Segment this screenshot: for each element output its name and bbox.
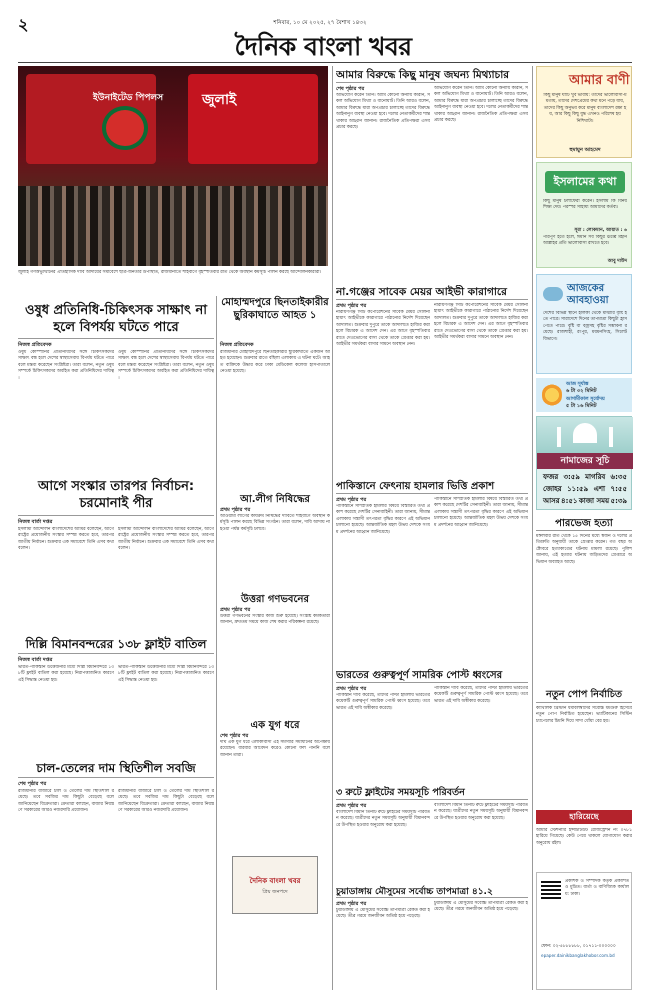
story-2-headline: না.গঞ্জের সাবেক মেয়র আইভী কারাগারে [336, 286, 507, 298]
prayer-time: ৩:৫৯ [563, 473, 580, 481]
story-8-ref: প্রথম পৃষ্ঠার পর [220, 607, 251, 613]
story-5-rule [336, 493, 528, 494]
story-1-ref: শেষ পৃষ্ঠার পর [336, 86, 365, 92]
photo-caption: জুলাই গণঅভ্যুত্থানের ঐতিহাসিক দাবি আদায়ের সমাবেশে ছাত্র-জনতার উপস্থিতি, রাজধানীতে শাহবাগে বৃহস্পতিবার রাত থেকে অবস্থান কর্মসূচি পালন করছে আন্দোলনকারীরা। [18, 270, 322, 275]
story-5-body-b: পাকিস্তানে সাম্প্রতিক হামলার বিষয়ে বিস্তারিত তথ্য প্রকাশ করেছে দেশটির সেনাবাহিনী। তারা জানায়, সীমান্ত এলাকায় সন্ত্রাসী তৎপরতা বৃদ্ধির কারণে এই অভিযান চালানো হয়েছে। আন্তর্জাতিক মহল উভয় দেশকে সংযম প্রদর্শনের আহ্বান জানিয়েছে। [434, 497, 528, 528]
amar-bani-quote: কিছু মানুষ ঘাটি খুব ভাবায়: তাদের ভালোবাসা-মমতায়, তাদের দেশপ্রেমের কথা মনে পড়ে যায়, তাদের কিছু অনুভব করে মানুষ বাংলাদেশ রক্ষা হয়, আর কিছু কিছু যুদ্ধ এখনও পরিশেষ হয় নিশিঘাটা। [543, 93, 627, 124]
prayer-row [537, 495, 633, 507]
ad-box [232, 856, 318, 914]
footer-imprint: প্রকাশক ও সম্পাদক কর্তৃক প্রকাশিত ও মুদ্রিত। বার্তা ও বাণিজ্যিক কার্যালয়: ঢাকা। [565, 879, 629, 897]
footer-imprint-box [536, 872, 632, 990]
prayer-name: আসর [543, 497, 560, 505]
story-1-body-a: অভিযোগ করেন তিনি। আমি কোনো অন্যায় করিনি, সকল অভিযোগ মিথ্যা ও বানোয়াট। তিনি আরও বলেন, আমার বিরুদ্ধে যারা অপপ্রচার চালাচ্ছে তাদের বিরুদ্ধে আইনানুগ ব্যবস্থা নেওয়া হবে। দলের নেতাকর্মীদের শান্ত থাকার আহ্বান জানান। রাজনৈতিক প্রতিপক্ষরা এসব প্রচার করছে। [336, 93, 430, 131]
story-8-headline: উত্তরা গণভবনের [241, 594, 309, 605]
story-3-body-b: ওষুধ কোম্পানির প্রতিনিধিদের সঙ্গে চিকিৎসকদের সাক্ষাৎ বন্ধ হলে দেশের স্বাস্থ্যসেবায় বিপর্যয় ঘটতে পারে বলে মন্তব্য করেছেন সংশ্লিষ্টরা। তারা বলেন, নতুন ওষুধ সম্পর্কে চিকিৎসকদের অবহিত করা প্রতিনিধিদের দায়িত্ব। [118, 350, 214, 381]
story-14-headline: চাল-তেলের দাম স্থিতিশীল সবজি [36, 761, 196, 775]
qr-code-icon [541, 879, 561, 899]
weather-text: দেশের বিভিন্ন স্থানে হালকা থেকে মাঝারি বৃষ্টি হতে পারে। সারাদেশে দিনের তাপমাত্রা কিছুটা হ্রাস পেতে পারে। বৃষ্টি বা বজ্রসহ বৃষ্টির সম্ভাবনা রয়েছে। রাজশাহী, রংপুর, ময়মনসিংহ, সিলেট বিভাগে। [543, 311, 627, 342]
story-3-rule [18, 338, 214, 339]
prayer-time: ৭:৫৫ [610, 485, 627, 493]
islamer-kotha-src-2: আবু দাউদ [607, 259, 627, 264]
story-5-ref: প্রথম পৃষ্ঠার পর [336, 497, 367, 503]
header-divider [18, 62, 632, 63]
story-10-byline: নিজস্ব বার্তা দপ্তর [18, 657, 53, 663]
sunrise-time: ৫ টা ১৬ মিনিট [566, 403, 597, 409]
sunset-label: আজ সূর্যাস্ত [566, 382, 589, 387]
story-9-body-a: পাকিস্তান দাবি করেছে, তাদের পাল্টা হামলায় ভারতের কয়েকটি গুরুত্বপূর্ণ সামরিক পোস্ট ধ্বংস হয়েছে। তবে ভারত এই দাবি অস্বীকার করেছে। [336, 693, 430, 711]
ad-subtitle: প্রিয় জনপদে [262, 889, 288, 895]
masthead: দৈনিক বাংলা খবর [234, 32, 412, 61]
story-1-body-b: অভিযোগ করেন তিনি। আমি কোনো অন্যায় করিনি, সকল অভিযোগ মিথ্যা ও বানোয়াট। তিনি আরও বলেন, আমার বিরুদ্ধে যারা অপপ্রচার চালাচ্ছে তাদের বিরুদ্ধে আইনানুগ ব্যবস্থা নেওয়া হবে। দলের নেতাকর্মীদের শান্ত থাকার আহ্বান জানান। রাজনৈতিক প্রতিপক্ষরা এসব প্রচার করছে। [434, 86, 528, 124]
column-rule [532, 66, 533, 990]
story-13-ref: প্রথম পৃষ্ঠার পর [336, 901, 367, 907]
weather-box [536, 274, 632, 374]
story-13-headline: চুয়াডাঙ্গায় মৌসুমের সর্বোচ্চ তাপমাত্রা ৪১.২ [336, 887, 493, 897]
story-11-headline: এক যুগ ধরে [250, 720, 300, 731]
story-14-ref: শেষ পৃষ্ঠার পর [18, 781, 47, 787]
amar-bani-author: হুমায়ুন আহমেদ [569, 147, 601, 153]
story-11-ref: শেষ পৃষ্ঠার পর [220, 733, 249, 739]
story-2-rule [336, 299, 528, 300]
column-rule [332, 66, 333, 990]
harieche-body: আমার স্টেশনারি ইন্সটিটিউট রেজিস্ট্রেশন নং ০৭৮১ হারিয়ে গিয়েছে। কেউ পেয়ে থাকলে যোগাযোগ করার অনুরোধ রইল। [536, 828, 632, 846]
story-9-body-b: পাকিস্তান দাবি করেছে, তাদের পাল্টা হামলায় ভারতের কয়েকটি গুরুত্বপূর্ণ সামরিক পোস্ট ধ্বংস হয়েছে। তবে ভারত এই দাবি অস্বীকার করেছে। [434, 686, 528, 704]
sun-icon [542, 381, 562, 409]
notun-pope-headline: নতুন পোপ নির্বাচিত [546, 689, 622, 700]
story-7-headline: আ.লীগ নিষিদ্ধের [240, 494, 310, 505]
story-4-byline: নিজস্ব প্রতিবেদক [220, 342, 254, 348]
column-rule [216, 296, 217, 990]
story-14-rule [18, 777, 214, 778]
story-7-body: আওয়ামী লীগের কার্যক্রম নিষিদ্ধের দাবিতে শাহবাগে অবস্থান কর্মসূচি পালন করছে বিভিন্ন সংগঠন। তারা বলেন, দাবি আদায় না হওয়া পর্যন্ত কর্মসূচি চলবে। [220, 514, 330, 532]
story-12-body-b: বাংলাদেশ বিমান তিনটি রুটে ফ্লাইটের সময়সূচি পরিবর্তন করেছে। যাত্রীদের নতুন সময়সূচি অনুযায়ী বিমানবন্দরে উপস্থিত হওয়ার অনুরোধ করা হয়েছে। [434, 803, 528, 821]
story-12-rule [336, 799, 528, 800]
prayer-name: এশা [593, 485, 606, 493]
parabhej-rule [536, 530, 632, 531]
story-4-headline: মোহাম্মদপুরে ছিনতাইকারীর ছুরিকাঘাতে আহত ১ [221, 297, 329, 321]
story-12-ref: প্রথম পৃষ্ঠার পর [336, 803, 367, 809]
mosque-illustration [537, 417, 633, 453]
story-10-rule [18, 653, 214, 654]
story-4-body: রাজধানীর মোহাম্মদপুরে ছিনতাইকারীর ছুরিকাঘাতে একজন আহত হয়েছেন। শুক্রবার রাতে বছিলা এলাকায় এ ঘটনা ঘটে। আহত ব্যক্তিকে উদ্ধার করে ঢাকা মেডিকেল কলেজ হাসপাতালে নেওয়া হয়েছে। [220, 350, 330, 375]
islamer-kotha-text-1: কিছু মানুষ চলাফেরা করেন। ইসলাম কি বিনয় শিক্ষা দেয়। পরস্পর সাহায্য আমাদের কর্তব্য। [543, 199, 627, 211]
story-10-body-a: ভারত-পাকিস্তান উত্তেজনার মধ্যে দিল্লি বিমানবন্দরে ১৩৮টি ফ্লাইট বাতিল করা হয়েছে। নিরাপত্তাজনিত কারণে এই সিদ্ধান্ত নেওয়া হয়। [18, 665, 114, 683]
sunrise-label: আগামীকাল সূর্যোদয় [566, 397, 605, 402]
protest-photo: জুলাই ইউনাইটেড পিপলস [18, 66, 328, 266]
story-7-ref: প্রথম পৃষ্ঠার পর [220, 507, 251, 513]
story-6-headline: আগে সংস্কার তারপর নির্বাচন: চরমোনাই পীর [37, 479, 195, 511]
prayer-time: ৫:৩৯ [610, 497, 627, 505]
prayer-time: ৪:৫১ [561, 497, 578, 505]
story-10-body-b: ভারত-পাকিস্তান উত্তেজনার মধ্যে দিল্লি বিমানবন্দরে ১৩৮টি ফ্লাইট বাতিল করা হয়েছে। নিরাপত্তাজনিত কারণে এই সিদ্ধান্ত নেওয়া হয়। [118, 665, 214, 683]
weather-title: আজকের আবহাওয়া [567, 283, 609, 306]
islamer-kotha-box [536, 162, 632, 268]
story-2-ref: প্রথম পৃষ্ঠার পর [336, 303, 367, 309]
story-1-rule [336, 82, 528, 83]
cloud-icon [543, 287, 563, 301]
story-6-body-b: ইসলামী আন্দোলন বাংলাদেশের আমির বলেছেন, আগে রাষ্ট্রের প্রয়োজনীয় সংস্কার সম্পন্ন করতে হবে, তারপর জাতীয় নির্বাচন। শুক্রবার এক সমাবেশে তিনি এসব কথা বলেন। [118, 527, 214, 552]
story-1-headline: আমার বিরুদ্ধে কিছু মানুষ জঘন্য মিথ্যাচার [336, 69, 510, 81]
story-14-body-b: রাজধানীর বাজারে চাল ও তেলের দাম স্থিতিশীল রয়েছে। তবে সবজির দাম কিছুটা বেড়েছে বলে জানিয়েছেন বিক্রেতারা। ক্রেতারা বলছেন, বাজার নিয়ন্ত্রণে সরকারের আরও নজরদারি প্রয়োজন। [118, 789, 214, 814]
story-10-headline: দিল্লি বিমানবন্দরের ১৩৮ ফ্লাইট বাতিল [25, 637, 207, 651]
page-number: ২ [18, 15, 29, 34]
parabhej-headline: পারভেজ হত্যা [555, 518, 613, 529]
story-13-body-a: চুয়াডাঙ্গায় এ মৌসুমের সর্বোচ্চ তাপমাত্রা রেকর্ড করা হয়েছে। তীব্র গরমে জনজীবন অতিষ্ঠ হয়ে পড়েছে। [336, 908, 430, 920]
amar-bani-box [536, 66, 632, 158]
story-9-ref: প্রথম পৃষ্ঠার পর [336, 686, 367, 692]
prayer-name: ফজর [543, 473, 559, 481]
prayer-name: কাজা সময় [578, 497, 610, 505]
prayer-rows [537, 471, 633, 507]
notun-pope-rule [536, 702, 632, 703]
prayer-title: নামাজের সূচি [537, 453, 633, 469]
story-13-rule [336, 897, 528, 898]
story-6-rule [18, 515, 214, 516]
story-3-byline: নিজস্ব প্রতিবেদক [18, 342, 52, 348]
story-6-byline: নিজস্ব বার্তা দপ্তর [18, 519, 53, 525]
islamer-kotha-src-1: সূরা : লোকমান, আয়াত : ৬ [574, 228, 627, 233]
prayer-time: ৬:৩৫ [610, 473, 627, 481]
story-6-body-a: ইসলামী আন্দোলন বাংলাদেশের আমির বলেছেন, আগে রাষ্ট্রের প্রয়োজনীয় সংস্কার সম্পন্ন করতে হবে, তারপর জাতীয় নির্বাচন। শুক্রবার এক সমাবেশে তিনি এসব কথা বলেন। [18, 527, 114, 552]
story-11-body: দীর্ঘ এক যুগ ধরে এলাকাবাসী এই সমস্যার সমাধানের অপেক্ষায় রয়েছেন। বারবার আবেদন করেও কোনো ফল পাননি বলে জানান তারা। [220, 740, 330, 758]
story-2-body-b: নারায়ণগঞ্জ সিটি কর্পোরেশনের সাবেক মেয়র সেলিনা হায়াৎ আইভীকে কারাগারে পাঠানোর নির্দেশ দিয়েছেন আদালত। শুক্রবার দুপুরে তাকে আদালতে হাজির করা হলে বিচারক এ আদেশ দেন। এর আগে বৃহস্পতিবার রাতে দেওভোগের বাসা থেকে তাকে গ্রেপ্তার করা হয়। আইভীর সমর্থকরা বাসার সামনে অবস্থান নেন। [434, 303, 528, 341]
harieche-title: হারিয়েছে [536, 810, 632, 824]
amar-bani-brand: আমার বাণী [569, 73, 630, 88]
islamer-kotha-title: ইসলামের কথা [553, 175, 617, 188]
sunset-time: ৬ টা ৩২ মিনিট [566, 388, 597, 394]
prayer-box [536, 416, 632, 510]
prayer-time: ১১:৫৯ [567, 485, 589, 493]
ad-title: দৈনিক বাংলা খবর [249, 877, 301, 885]
story-3-body-a: ওষুধ কোম্পানির প্রতিনিধিদের সঙ্গে চিকিৎসকদের সাক্ষাৎ বন্ধ হলে দেশের স্বাস্থ্যসেবায় বিপর্যয় ঘটতে পারে বলে মন্তব্য করেছেন সংশ্লিষ্টরা। তারা বলেন, নতুন ওষুধ সম্পর্কে চিকিৎসকদের অবহিত করা প্রতিনিধিদের দায়িত্ব। [18, 350, 114, 381]
story-8-body: উত্তরা গণভবনের সংস্কার কাজ শুরু হয়েছে। সংশ্লিষ্ট কর্মকর্তারা জানান, দ্রুততম সময়ে কাজ শেষ করার পরিকল্পনা রয়েছে। [220, 614, 330, 626]
footer-web[interactable]: epaper.dainikbanglakhobor.com.bd [541, 953, 615, 958]
islamer-kotha-text-2: পরিপূর্ণ হতে হলে, ঈমান সব কিছুর ঊর্ধ্বে মহান আল্লাহর প্রতি ভালোবাসা রাখতে হবে। [543, 235, 627, 247]
prayer-row [537, 483, 633, 495]
story-12-body-a: বাংলাদেশ বিমান তিনটি রুটে ফ্লাইটের সময়সূচি পরিবর্তন করেছে। যাত্রীদের নতুন সময়সূচি অনুযায়ী বিমানবন্দরে উপস্থিত হওয়ার অনুরোধ করা হয়েছে। [336, 810, 430, 828]
story-9-rule [336, 682, 528, 683]
parabhej-body: মঙ্গলবার রাত থেকে ১৫ দিনের মধ্যে স্বজন ও দলের প্রতিশ্রুতি অনুযায়ী তাকে গ্রেপ্তার করেন। গত বছর অক্টোবরে হত্যাকাণ্ডের ঘটনায় মামলা রয়েছে। পুলিশ জানায়, এই হত্যার ঘটনায় জড়িতদের গ্রেপ্তারে অভিযান অব্যাহত আছে। [536, 534, 632, 565]
prayer-name: জোহর [543, 485, 562, 493]
notun-pope-body: ক্যাথলিক খ্রিস্টান ধর্মাবলম্বীদের সর্বোচ্চ ধর্মগুরু হিসেবে নতুন পোপ নির্বাচিত হয়েছেন। ভ্যাটিকানের সিস্টিন চ্যাপেলের চিমনি দিয়ে সাদা ধোঁয়া বের হয়। [536, 706, 632, 724]
story-5-body-a: পাকিস্তানে সাম্প্রতিক হামলার বিষয়ে বিস্তারিত তথ্য প্রকাশ করেছে দেশটির সেনাবাহিনী। তারা জানায়, সীমান্ত এলাকায় সন্ত্রাসী তৎপরতা বৃদ্ধির কারণে এই অভিযান চালানো হয়েছে। আন্তর্জাতিক মহল উভয় দেশকে সংযম প্রদর্শনের আহ্বান জানিয়েছে। [336, 504, 430, 535]
date-line: শনিবার, ১০ মে ২০২৫, ২৭ বৈশাখ ১৪৩২ [273, 20, 367, 26]
story-2-body-a: নারায়ণগঞ্জ সিটি কর্পোরেশনের সাবেক মেয়র সেলিনা হায়াৎ আইভীকে কারাগারে পাঠানোর নির্দেশ দিয়েছেন আদালত। শুক্রবার দুপুরে তাকে আদালতে হাজির করা হলে বিচারক এ আদেশ দেন। এর আগে বৃহস্পতিবার রাতে দেওভোগের বাসা থেকে তাকে গ্রেপ্তার করা হয়। আইভীর সমর্থকরা বাসার সামনে অবস্থান নেন। [336, 310, 430, 348]
story-12-headline: ৩ রুটে ফ্লাইটের সময়সূচি পরিবর্তন [336, 787, 465, 798]
story-14-body-a: রাজধানীর বাজারে চাল ও তেলের দাম স্থিতিশীল রয়েছে। তবে সবজির দাম কিছুটা বেড়েছে বলে জানিয়েছেন বিক্রেতারা। ক্রেতারা বলছেন, বাজার নিয়ন্ত্রণে সরকারের আরও নজরদারি প্রয়োজন। [18, 789, 114, 814]
story-5-headline: পাকিস্তানে ফেৎনায় হামলার ভিত্তি প্রকাশ [336, 481, 495, 492]
story-9-headline: ভারতের গুরুত্বপূর্ণ সামরিক পোস্ট ধ্বংসের [336, 670, 503, 681]
prayer-row [537, 471, 633, 483]
story-3-headline: ওষুধ প্রতিনিধি-চিকিৎসক সাক্ষাৎ না হলে বিপর্যয় ঘটতে পারে [25, 303, 207, 335]
sun-times-box [536, 378, 632, 412]
footer-contact: ফোন: ০২-৫৮৮৮৮৮৮, ০১৭১১-০০০০০০ [541, 944, 616, 949]
story-13-body-b: চুয়াডাঙ্গায় এ মৌসুমের সর্বোচ্চ তাপমাত্রা রেকর্ড করা হয়েছে। তীব্র গরমে জনজীবন অতিষ্ঠ হয়ে পড়েছে। [434, 901, 528, 913]
prayer-name: মাগরিব [585, 473, 606, 481]
